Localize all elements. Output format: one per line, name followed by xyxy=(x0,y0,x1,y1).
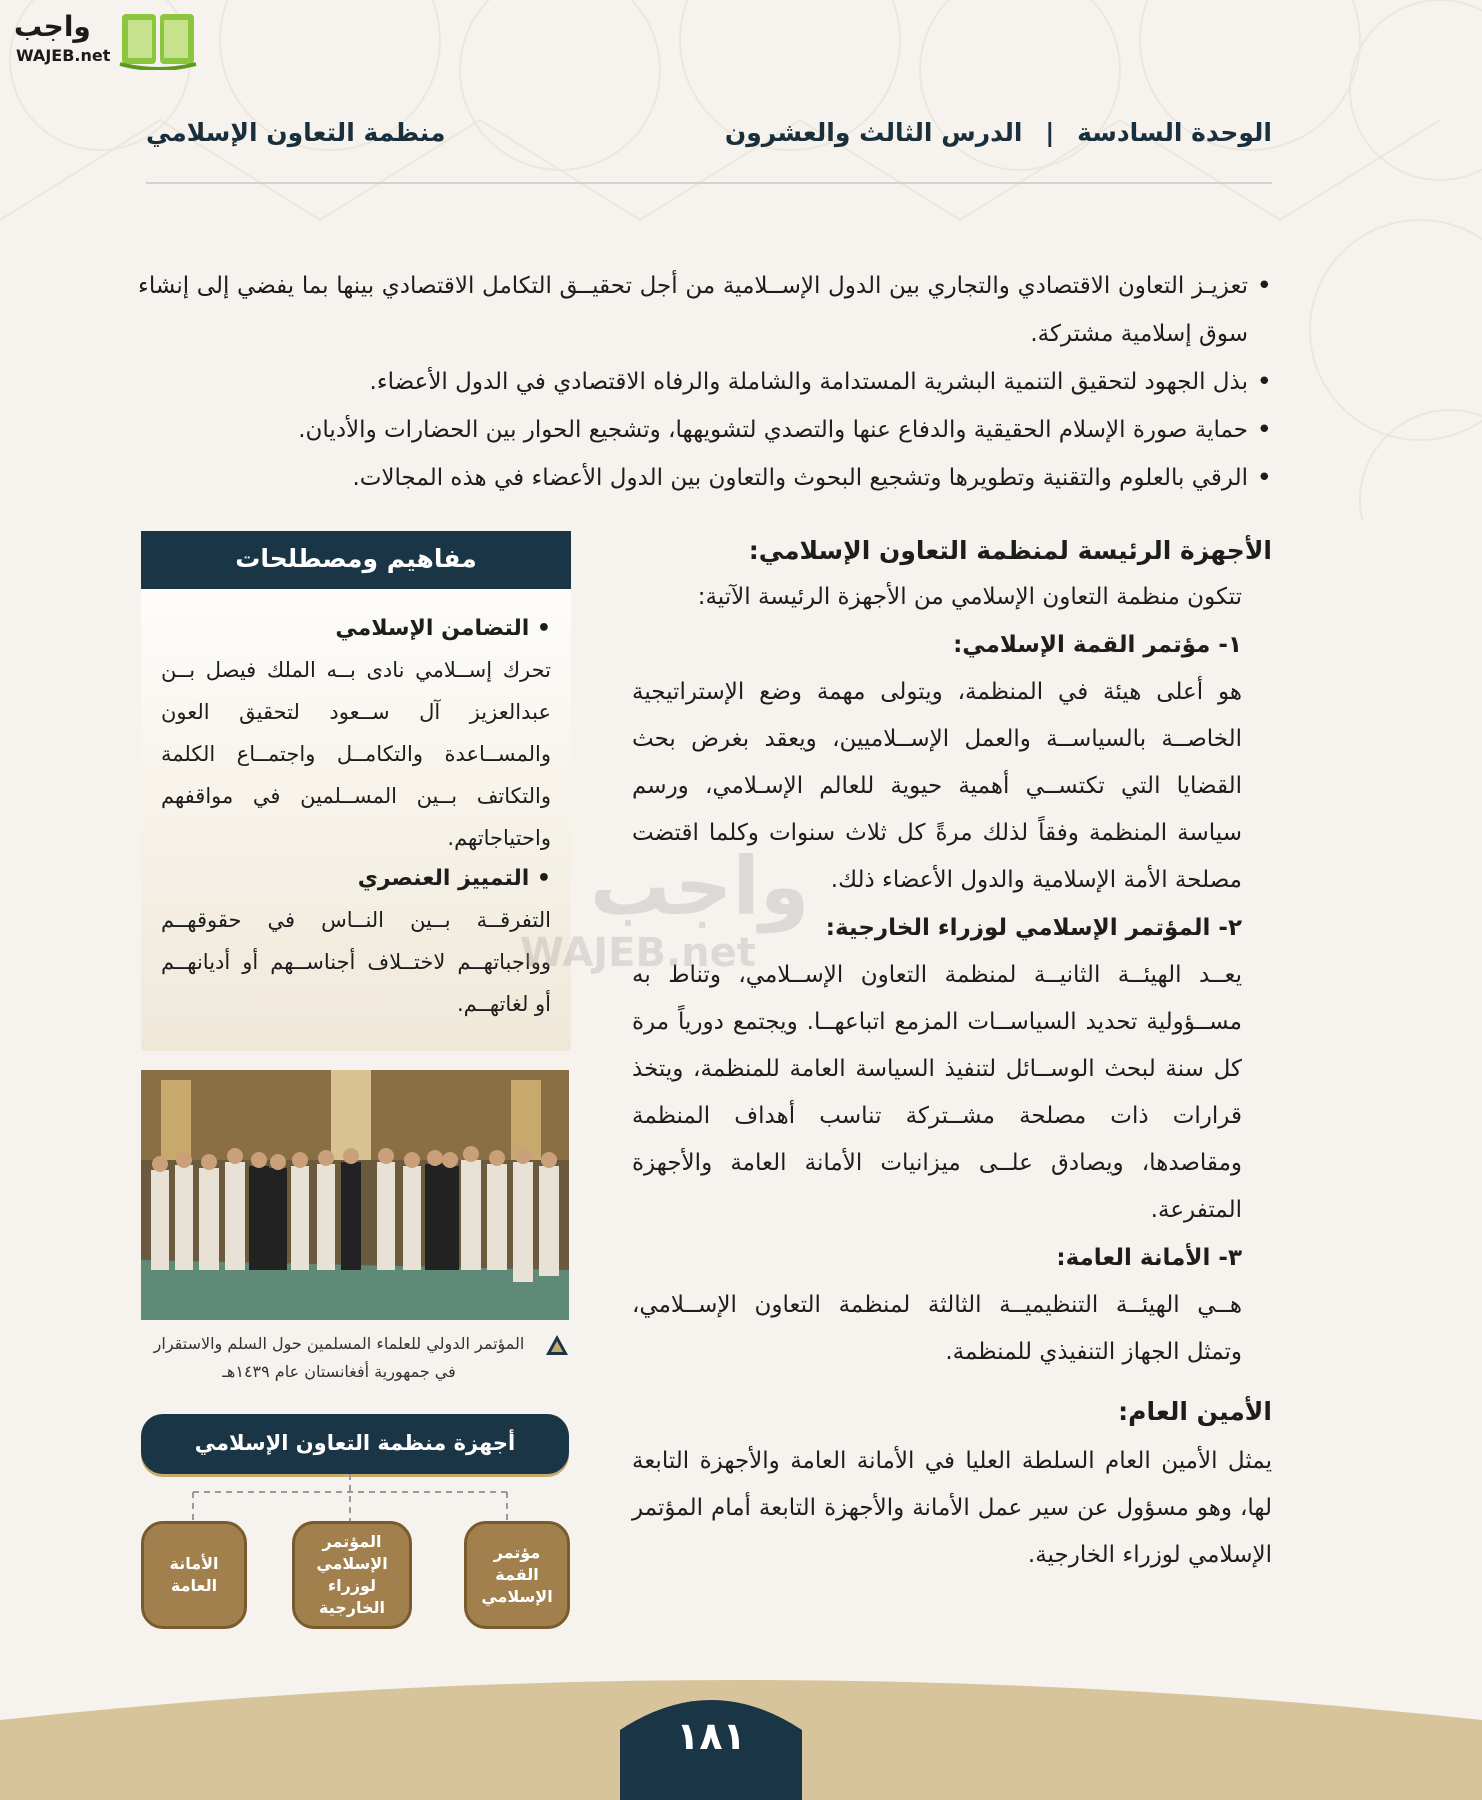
topic-header: منظمة التعاون الإسلامي xyxy=(146,118,446,147)
watermark-latin: WAJEB.net xyxy=(520,930,756,976)
org-chart-connectors xyxy=(141,1474,569,1524)
unit-lesson-header xyxy=(725,118,1272,147)
caption-line-1: المؤتمر الدولي للعلماء المسلمين حول السلم والاستقرار xyxy=(153,1334,525,1353)
org-box-summit: مؤتمر القمة الإسلامي xyxy=(464,1521,570,1629)
concepts-title: مفاهيم ومصطلحات xyxy=(141,531,571,589)
secretary-general-text: يمثل الأمين العام السلطة العليا في الأمانة العامة والأجهزة التابعة لها، وهو مسؤول عن سير عمل الأمانة والأجهزة التابعة أمام المؤتمر الإسلامي لوزراء الخارجية. xyxy=(632,1448,1272,1568)
concept-term: • التمييز العنصري xyxy=(357,866,551,891)
concept-definition: تحرك إســلامي نادى بــه الملك فيصل بــن عبدالعزيز آل ســعود لتحقيق العون والمســاعدة والتكامــل واجتمــاع الكلمة والتكاتف بــين المســلمين في مواقفهم واحتياجاتهم. xyxy=(161,658,551,850)
list-item: • تعزيـز التعاون الاقتصادي والتجاري بين الدول الإســلامية من أجل تحقيــق التكامل الاقتصادي بينها بما يفضي إلى إنشاء سوق إسلامية مشتركة. xyxy=(138,262,1272,358)
objectives-list xyxy=(138,262,1272,502)
org-box-foreign-ministers: المؤتمر الإسلامي لوزراء الخارجية xyxy=(292,1521,412,1629)
main-column xyxy=(632,528,1272,1579)
conference-photo xyxy=(141,1070,569,1320)
logo-latin-text: WAJEB.net xyxy=(16,46,111,65)
wajeb-logo[interactable] xyxy=(10,6,190,68)
org-chart-title: أجهزة منظمة التعاون الإسلامي xyxy=(141,1414,569,1474)
concept-term: • التضامن الإسلامي xyxy=(335,616,551,641)
book-icon xyxy=(118,8,198,70)
section-intro: تتكون منظمة التعاون الإسلامي من الأجهزة الرئيسة الآتية: xyxy=(697,584,1242,610)
list-item: • الرقي بالعلوم والتقنية وتطويرها وتشجيع البحوث والتعاون بين الدول الأعضاء في هذه المجالات. xyxy=(138,454,1272,502)
unit-label: الوحدة السادسة xyxy=(1077,118,1272,147)
item-text: هو أعلى هيئة في المنظمة، ويتولى مهمة وضع الإستراتيجية الخاصــة بالسياســة والعمل الإســلاميين، ويعقد بغرض بحث القضايا التي تكتســي أهمية حيوية للعالم الإسـلامي، ورسم سياسة المنظمة وفقاً لذلك مرةً كل ثلاث سنوات وكلما اقتضت مصلحة الأمة الإسلامية والدول الأعضاء ذلك. xyxy=(632,679,1242,893)
item-heading: ١- مؤتمر القمة الإسلامي: xyxy=(953,632,1242,658)
header-divider xyxy=(146,182,1272,184)
photo-caption xyxy=(141,1330,569,1386)
list-item: • حماية صورة الإسلام الحقيقية والدفاع عنها والتصدي لتشويهها، وتشجيع الحوار بين الحضارات والأديان. xyxy=(138,406,1272,454)
caption-line-2: في جمهورية أفغانستان عام ١٤٣٩هـ xyxy=(222,1362,456,1381)
triangle-icon xyxy=(545,1334,569,1356)
section-title: الأجهزة الرئيسة لمنظمة التعاون الإسلامي: xyxy=(748,536,1272,565)
list-item: • بذل الجهود لتحقيق التنمية البشرية المستدامة والشاملة والرفاه الاقتصادي في الدول الأعضاء. xyxy=(138,358,1272,406)
watermark-arabic: واجب xyxy=(590,840,810,933)
org-box-general-secretariat: الأمانة العامة xyxy=(141,1521,247,1629)
item-text: يعــد الهيئــة الثانيــة لمنظمة التعاون الإســلامي، وتناط به مســؤولية تحديد السياســات المزمع اتباعهــا. ويجتمع دورياً مرة كل سنة لبحث الوســائل لتنفيذ السياسة العامة للمنظمة، ويتخذ قرارات ذات مصلحة مشــتركة تناسب أهداف المنظمة ومقاصدها، ويصادق علــى ميزانيات الأمانة العامة والأجهزة المتفرعة. xyxy=(632,962,1242,1223)
wajeb-watermark xyxy=(500,840,810,990)
header-separator: | xyxy=(1045,118,1055,147)
logo-arabic-text: واجب xyxy=(14,10,91,43)
secretary-general-title: الأمين العام: xyxy=(1118,1397,1272,1426)
page-number: ١٨١ xyxy=(676,1714,746,1758)
item-heading: ٢- المؤتمر الإسلامي لوزراء الخارجية: xyxy=(825,915,1242,941)
lesson-label: الدرس الثالث والعشرون xyxy=(724,118,1023,147)
concept-definition: التفرقــة بــين النــاس في حقوقهــم وواجباتهــم لاختــلاف أجناســهم أو أديانهــم أو لغاتهــم. xyxy=(161,908,551,1016)
item-heading: ٣- الأمانة العامة: xyxy=(1056,1245,1242,1271)
item-text: هــي الهيئــة التنظيميــة الثالثة لمنظمة التعاون الإســلامي، وتمثل الجهاز التنفيذي للمنظمة. xyxy=(632,1292,1242,1365)
